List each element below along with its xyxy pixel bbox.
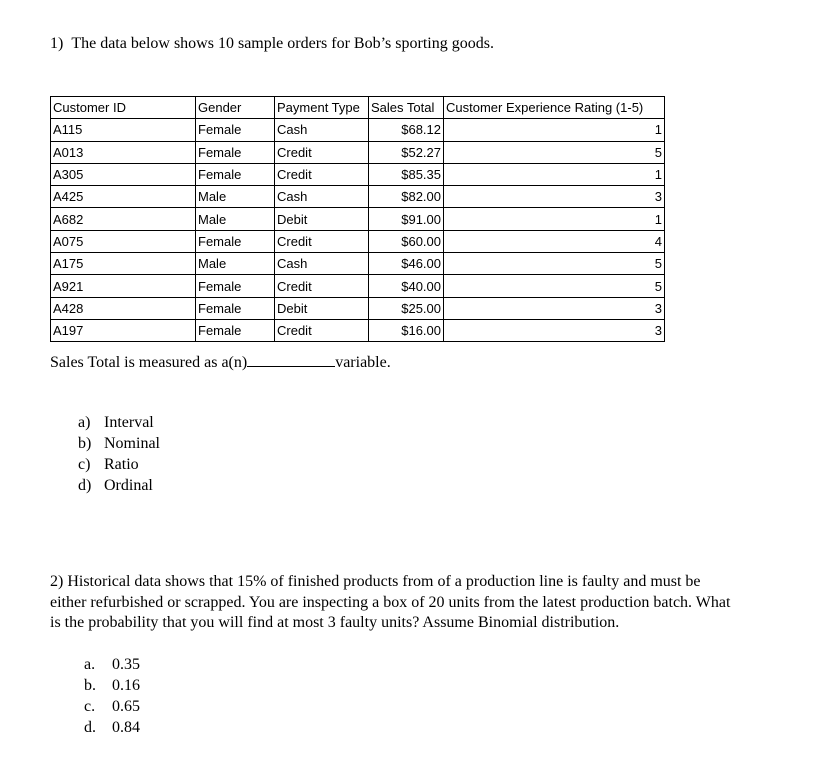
cell-experience-rating: 3: [444, 186, 665, 208]
header-payment-type: Payment Type: [275, 97, 369, 119]
cell-payment-type: Cash: [275, 186, 369, 208]
cell-payment-type: Cash: [275, 253, 369, 275]
cell-experience-rating: 1: [444, 208, 665, 230]
cell-experience-rating: 5: [444, 275, 665, 297]
option-letter: d): [78, 477, 92, 494]
cell-sales-total: $40.00: [369, 275, 444, 297]
cell-sales-total: $25.00: [369, 297, 444, 319]
cell-experience-rating: 3: [444, 297, 665, 319]
option-letter: b): [78, 435, 92, 452]
cell-gender: Female: [196, 119, 275, 141]
cell-gender: Female: [196, 319, 275, 341]
cell-sales-total: $60.00: [369, 230, 444, 252]
cell-payment-type: Debit: [275, 297, 369, 319]
table-row: [51, 119, 665, 141]
cell-gender: Female: [196, 141, 275, 163]
table-row: [51, 275, 665, 297]
cell-customer-id: A425: [51, 186, 196, 208]
table-row: [51, 163, 665, 185]
header-experience-rating: Customer Experience Rating (1-5): [444, 97, 665, 119]
option-a: [84, 654, 140, 675]
cell-customer-id: A305: [51, 163, 196, 185]
option-b: [84, 675, 140, 696]
table-row: [51, 186, 665, 208]
cell-gender: Female: [196, 297, 275, 319]
option-letter: c.: [84, 698, 96, 715]
cell-customer-id: A921: [51, 275, 196, 297]
table-header-row: [51, 97, 665, 119]
cell-payment-type: Credit: [275, 163, 369, 185]
question-1-options: [78, 412, 160, 496]
cell-customer-id: A428: [51, 297, 196, 319]
cell-customer-id: A197: [51, 319, 196, 341]
cell-sales-total: $46.00: [369, 253, 444, 275]
option-a: [78, 412, 160, 433]
question-1-prompt: [50, 352, 391, 372]
option-text: 0.84: [112, 719, 140, 736]
cell-payment-type: Credit: [275, 141, 369, 163]
cell-gender: Female: [196, 163, 275, 185]
option-text: 0.65: [112, 698, 140, 715]
cell-experience-rating: 5: [444, 141, 665, 163]
cell-payment-type: Credit: [275, 275, 369, 297]
cell-experience-rating: 4: [444, 230, 665, 252]
option-text: Ordinal: [104, 477, 153, 494]
cell-gender: Female: [196, 230, 275, 252]
table-row: [51, 141, 665, 163]
answer-blank: [247, 352, 335, 367]
option-text: 0.16: [112, 677, 140, 694]
prompt-before: Sales Total is measured as a(n): [50, 354, 248, 371]
orders-table-body: [51, 119, 665, 342]
option-b: [78, 433, 160, 454]
cell-experience-rating: 1: [444, 163, 665, 185]
cell-customer-id: A013: [51, 141, 196, 163]
option-c: [84, 696, 140, 717]
option-letter: b.: [84, 677, 96, 694]
option-letter: a): [78, 414, 91, 431]
question-2-options: [84, 654, 140, 738]
question-1-title: [50, 35, 494, 53]
option-text: Interval: [104, 414, 154, 431]
cell-sales-total: $82.00: [369, 186, 444, 208]
table-row: [51, 253, 665, 275]
table-row: [51, 297, 665, 319]
cell-customer-id: A075: [51, 230, 196, 252]
option-text: Ratio: [104, 456, 139, 473]
option-text: Nominal: [104, 435, 160, 452]
cell-sales-total: $85.35: [369, 163, 444, 185]
question-1-intro: The data below shows 10 sample orders for Bob’s sporting goods.: [71, 35, 494, 52]
cell-payment-type: Credit: [275, 319, 369, 341]
cell-sales-total: $68.12: [369, 119, 444, 141]
cell-gender: Male: [196, 253, 275, 275]
cell-sales-total: $52.27: [369, 141, 444, 163]
question-1-number: 1): [50, 35, 64, 52]
cell-experience-rating: 3: [444, 319, 665, 341]
cell-payment-type: Credit: [275, 230, 369, 252]
orders-table: [50, 96, 665, 342]
header-sales-total: Sales Total: [369, 97, 444, 119]
header-customer-id: Customer ID: [51, 97, 196, 119]
cell-customer-id: A175: [51, 253, 196, 275]
cell-sales-total: $16.00: [369, 319, 444, 341]
option-d: [84, 717, 140, 738]
cell-sales-total: $91.00: [369, 208, 444, 230]
cell-payment-type: Debit: [275, 208, 369, 230]
option-letter: d.: [84, 719, 96, 736]
cell-customer-id: A682: [51, 208, 196, 230]
cell-gender: Female: [196, 275, 275, 297]
orders-table-container: [50, 96, 665, 342]
question-2-text: 2) Historical data shows that 15% of finished products from of a production line is faulty and must be either refurbished or scrapped. You are inspecting a box of 20 units from the latest production batch. What is the probability that you will find at most 3 faulty units? Assume Binomial distribution.: [50, 573, 731, 631]
cell-experience-rating: 1: [444, 119, 665, 141]
cell-gender: Male: [196, 186, 275, 208]
option-letter: a.: [84, 656, 96, 673]
header-gender: Gender: [196, 97, 275, 119]
option-text: 0.35: [112, 656, 140, 673]
cell-payment-type: Cash: [275, 119, 369, 141]
table-row: [51, 208, 665, 230]
table-row: [51, 319, 665, 341]
cell-gender: Male: [196, 208, 275, 230]
option-c: [78, 454, 160, 475]
option-letter: c): [78, 456, 91, 473]
cell-experience-rating: 5: [444, 253, 665, 275]
cell-customer-id: A115: [51, 119, 196, 141]
table-row: [51, 230, 665, 252]
prompt-after: variable.: [335, 354, 391, 371]
option-d: [78, 475, 160, 496]
